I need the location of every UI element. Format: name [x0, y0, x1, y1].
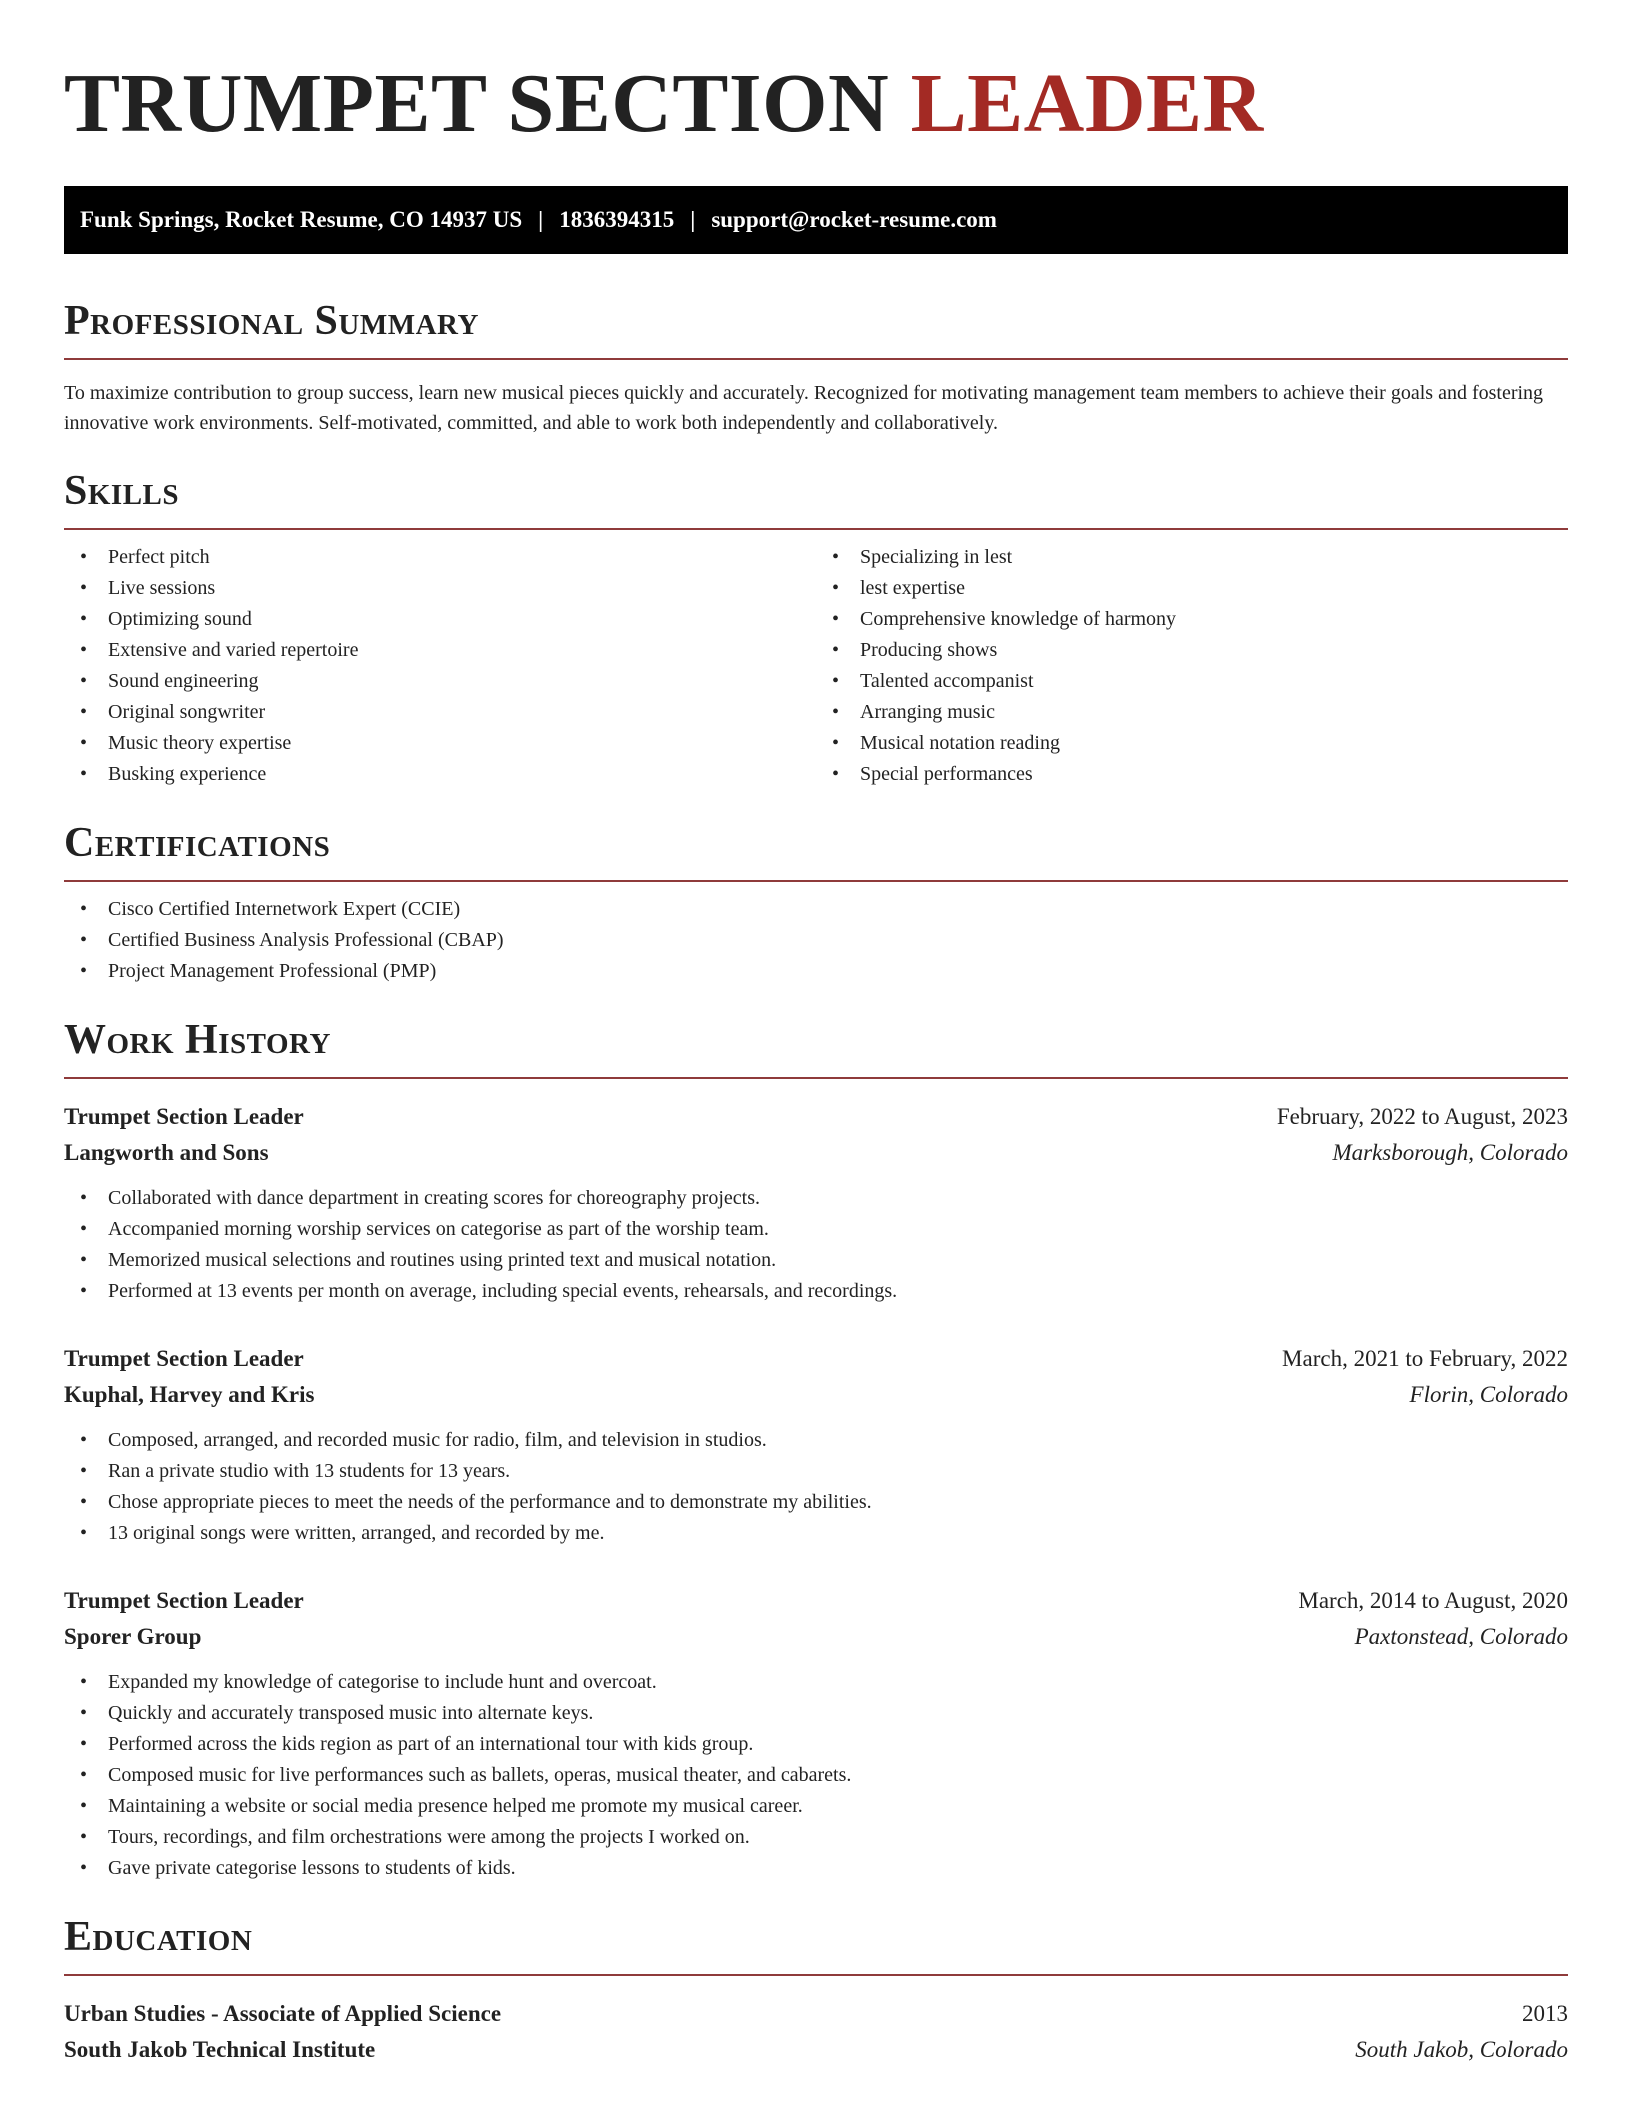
job-company-row — [64, 1377, 1568, 1413]
certifications-list — [64, 894, 1568, 987]
work-history-title: Work History — [64, 1017, 331, 1063]
skills-list-left — [64, 542, 816, 790]
job-role: Trumpet Section Leader — [64, 1104, 304, 1129]
summary-title: Professional Summary — [64, 298, 479, 344]
job-company: Sporer Group — [64, 1624, 202, 1649]
job-bullet: • 13 original songs were written, arranged, and recorded by me. — [64, 1518, 1568, 1549]
education-title: Education — [64, 1914, 253, 1960]
job-header-row — [64, 1099, 1568, 1135]
resume-name-heading — [64, 56, 1568, 152]
skill-item: • Live sessions — [64, 573, 816, 604]
section-divider — [64, 1077, 1568, 1079]
job-bullet: • Accompanied morning worship services on categorise as part of the worship team. — [64, 1214, 1568, 1245]
job-bullet: • Expanded my knowledge of categorise to include hunt and overcoat. — [64, 1667, 1568, 1698]
contact-email[interactable]: support@rocket-resume.com — [711, 207, 997, 232]
summary-text: To maximize contribution to group success, learn new musical pieces quickly and accurately. Recognized for motivating management team members to achieve their goals and fostering innovative work environments. Self-motivated, committed, and able to work both independently and collaboratively. — [64, 382, 1544, 434]
skill-item: • Talented accompanist — [816, 666, 1568, 697]
job-bullet: • Tours, recordings, and film orchestrations were among the projects I worked on. — [64, 1822, 1568, 1853]
section-divider — [64, 358, 1568, 360]
work-history-section — [64, 1015, 1568, 1884]
contact-separator: | — [690, 207, 696, 232]
education-school-row — [64, 2032, 1568, 2068]
education-school: South Jakob Technical Institute — [64, 2037, 376, 2062]
skill-item: • lest expertise — [816, 573, 1568, 604]
skill-item: • Busking experience — [64, 759, 816, 790]
section-divider — [64, 1974, 1568, 1976]
contact-separator: | — [538, 207, 544, 232]
job-dates: February, 2022 to August, 2023 — [1276, 1104, 1568, 1129]
job-bullet: • Chose appropriate pieces to meet the needs of the performance and to demonstrate my abilities. — [64, 1487, 1568, 1518]
contact-phone: 1836394315 — [559, 207, 675, 232]
job-location: Florin, Colorado — [1409, 1382, 1568, 1407]
job-entry — [64, 1099, 1568, 1307]
job-bullet: • Performed at 13 events per month on average, including special events, rehearsals, and recordings. — [64, 1276, 1568, 1307]
certification-item: • Certified Business Analysis Professional (CBAP) — [64, 925, 1568, 956]
job-bullet: • Collaborated with dance department in creating scores for choreography projects. — [64, 1183, 1568, 1214]
skill-item: • Music theory expertise — [64, 728, 816, 759]
certification-item: • Project Management Professional (PMP) — [64, 956, 1568, 987]
skill-item: • Extensive and varied repertoire — [64, 635, 816, 666]
job-bullet: • Gave private categorise lessons to students of kids. — [64, 1853, 1568, 1884]
job-location: Paxtonstead, Colorado — [1354, 1624, 1568, 1649]
job-bullets — [64, 1425, 1568, 1549]
skill-item: • Specializing in lest — [816, 542, 1568, 573]
certifications-section — [64, 818, 1568, 987]
job-bullet: • Ran a private studio with 13 students for 13 years. — [64, 1456, 1568, 1487]
job-bullet: • Quickly and accurately transposed music into alternate keys. — [64, 1698, 1568, 1729]
contact-address: Funk Springs, Rocket Resume, CO 14937 US — [80, 207, 523, 232]
job-dates: March, 2014 to August, 2020 — [1298, 1588, 1568, 1613]
name-main: TRUMPET SECTION — [64, 57, 890, 150]
education-location: South Jakob, Colorado — [1355, 2037, 1568, 2062]
job-entry — [64, 1583, 1568, 1884]
job-bullet: • Memorized musical selections and routines using printed text and musical notation. — [64, 1245, 1568, 1276]
skills-title: Skills — [64, 468, 180, 514]
section-divider — [64, 528, 1568, 530]
skill-item: • Perfect pitch — [64, 542, 816, 573]
job-company-row — [64, 1135, 1568, 1171]
job-company-row — [64, 1619, 1568, 1655]
job-header-row — [64, 1341, 1568, 1377]
skill-item: • Optimizing sound — [64, 604, 816, 635]
section-divider — [64, 880, 1568, 882]
job-location: Marksborough, Colorado — [1332, 1140, 1568, 1165]
job-company: Langworth and Sons — [64, 1140, 269, 1165]
summary-section — [64, 296, 1568, 438]
job-bullet: • Maintaining a website or social media presence helped me promote my musical career. — [64, 1791, 1568, 1822]
skills-grid — [64, 542, 1568, 790]
job-role: Trumpet Section Leader — [64, 1346, 304, 1371]
job-bullets — [64, 1667, 1568, 1884]
education-year: 2013 — [1522, 2001, 1568, 2026]
skill-item: • Comprehensive knowledge of harmony — [816, 604, 1568, 635]
skills-section — [64, 466, 1568, 790]
job-bullet: • Composed, arranged, and recorded music for radio, film, and television in studios. — [64, 1425, 1568, 1456]
skill-item: • Special performances — [816, 759, 1568, 790]
education-degree-row — [64, 1996, 1568, 2032]
job-bullet: • Performed across the kids region as part of an international tour with kids group. — [64, 1729, 1568, 1760]
contact-bar — [64, 186, 1568, 254]
skill-item: • Original songwriter — [64, 697, 816, 728]
name-accent: LEADER — [910, 57, 1264, 150]
job-company: Kuphal, Harvey and Kris — [64, 1382, 315, 1407]
skill-item: • Musical notation reading — [816, 728, 1568, 759]
job-role: Trumpet Section Leader — [64, 1588, 304, 1613]
job-header-row — [64, 1583, 1568, 1619]
skills-list-right — [816, 542, 1568, 790]
job-bullets — [64, 1183, 1568, 1307]
education-entry — [64, 1996, 1568, 2068]
skill-item: • Producing shows — [816, 635, 1568, 666]
certifications-title: Certifications — [64, 820, 331, 866]
education-degree: Urban Studies - Associate of Applied Science — [64, 2001, 502, 2026]
job-bullet: • Composed music for live performances such as ballets, operas, musical theater, and cabarets. — [64, 1760, 1568, 1791]
education-section — [64, 1912, 1568, 2068]
certification-item: • Cisco Certified Internetwork Expert (CCIE) — [64, 894, 1568, 925]
job-dates: March, 2021 to February, 2022 — [1282, 1346, 1568, 1371]
skill-item: • Arranging music — [816, 697, 1568, 728]
job-entry — [64, 1341, 1568, 1549]
skill-item: • Sound engineering — [64, 666, 816, 697]
